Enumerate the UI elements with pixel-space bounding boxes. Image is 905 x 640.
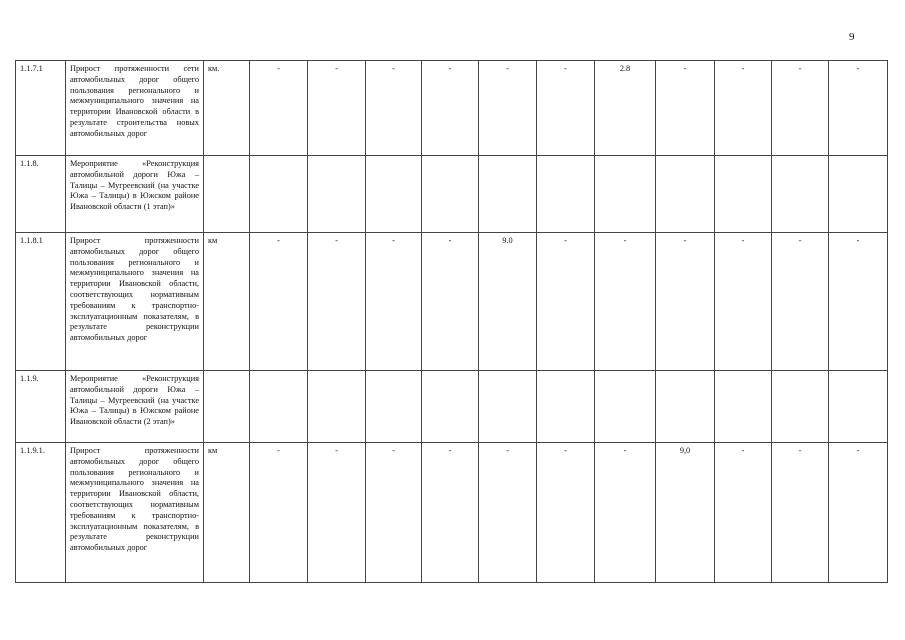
value-cell: - bbox=[829, 233, 888, 371]
table-row bbox=[16, 156, 888, 233]
indicators-table bbox=[15, 60, 888, 583]
value-cell bbox=[422, 156, 479, 233]
value-cell: 9,0 bbox=[656, 443, 715, 583]
value-cell: - bbox=[422, 61, 479, 156]
value-cell: - bbox=[715, 233, 772, 371]
value-cell: - bbox=[308, 443, 366, 583]
value-cell bbox=[715, 156, 772, 233]
value-cell: - bbox=[656, 233, 715, 371]
value-cell: 9.0 bbox=[479, 233, 537, 371]
value-cell: - bbox=[479, 443, 537, 583]
row-description: Прирост протяженности сети автомобильных дорог общего пользования регионального и межмуниципального значения на территории Ивановской области в результате строительства новых автомобильных дорог bbox=[66, 61, 204, 156]
value-cell: - bbox=[537, 61, 595, 156]
value-cell: - bbox=[537, 233, 595, 371]
value-cell bbox=[308, 156, 366, 233]
value-cell bbox=[829, 371, 888, 443]
value-cell: - bbox=[422, 233, 479, 371]
table-row bbox=[16, 443, 888, 583]
value-cell: - bbox=[829, 443, 888, 583]
value-cell bbox=[772, 371, 829, 443]
value-cell: - bbox=[250, 443, 308, 583]
value-cell: - bbox=[829, 61, 888, 156]
value-cell: - bbox=[308, 61, 366, 156]
value-cell: - bbox=[250, 233, 308, 371]
value-cell: 2.8 bbox=[595, 61, 656, 156]
value-cell bbox=[308, 371, 366, 443]
value-cell: - bbox=[366, 61, 422, 156]
value-cell: - bbox=[772, 233, 829, 371]
row-code: 1.1.9.1. bbox=[16, 443, 66, 583]
row-unit: км. bbox=[204, 61, 250, 156]
table-row bbox=[16, 233, 888, 371]
value-cell: - bbox=[422, 443, 479, 583]
table-row bbox=[16, 371, 888, 443]
value-cell bbox=[366, 371, 422, 443]
row-description: Прирост протяженности автомобильных дорог общего пользования регионального и межмуниципального значения на территории Ивановской области, соответствующих нормативным требованиям к транспортно-эксплуатационным показателям, в результате реконструкции автомобильных дорог bbox=[66, 233, 204, 371]
row-description: Прирост протяженности автомобильных дорог общего пользования регионального и межмуниципального значения на территории Ивановской области, соответствующих нормативным требованиям к транспортно-эксплуатационным показателям, в результате реконструкции автомобильных дорог bbox=[66, 443, 204, 583]
row-unit bbox=[204, 156, 250, 233]
value-cell: - bbox=[772, 443, 829, 583]
row-code: 1.1.8. bbox=[16, 156, 66, 233]
value-cell bbox=[422, 371, 479, 443]
value-cell: - bbox=[537, 443, 595, 583]
value-cell bbox=[656, 156, 715, 233]
row-code: 1.1.8.1 bbox=[16, 233, 66, 371]
row-unit: км bbox=[204, 443, 250, 583]
value-cell bbox=[479, 371, 537, 443]
row-description: Мероприятие «Реконструкция автомобильной дороги Южа – Талицы – Мугреевский (на участке Южа – Талицы) в Южском районе Ивановской области (1 этап)» bbox=[66, 156, 204, 233]
row-code: 1.1.7.1 bbox=[16, 61, 66, 156]
value-cell bbox=[479, 156, 537, 233]
value-cell bbox=[772, 156, 829, 233]
page-number: 9 bbox=[849, 31, 855, 43]
row-code: 1.1.9. bbox=[16, 371, 66, 443]
value-cell: - bbox=[772, 61, 829, 156]
value-cell bbox=[595, 156, 656, 233]
value-cell: - bbox=[366, 443, 422, 583]
value-cell: - bbox=[715, 61, 772, 156]
value-cell bbox=[537, 156, 595, 233]
row-unit: км bbox=[204, 233, 250, 371]
table-row bbox=[16, 61, 888, 156]
value-cell bbox=[595, 371, 656, 443]
value-cell: - bbox=[366, 233, 422, 371]
value-cell: - bbox=[656, 61, 715, 156]
row-unit bbox=[204, 371, 250, 443]
value-cell bbox=[537, 371, 595, 443]
value-cell bbox=[715, 371, 772, 443]
row-description: Мероприятие «Реконструкция автомобильной дороги Южа – Талицы – Мугреевский (на участке Южа – Талицы) в Южском районе Ивановской области (2 этап)» bbox=[66, 371, 204, 443]
value-cell bbox=[829, 156, 888, 233]
value-cell: - bbox=[595, 443, 656, 583]
value-cell: - bbox=[595, 233, 656, 371]
value-cell: - bbox=[250, 61, 308, 156]
value-cell bbox=[656, 371, 715, 443]
value-cell bbox=[250, 156, 308, 233]
value-cell: - bbox=[479, 61, 537, 156]
value-cell: - bbox=[308, 233, 366, 371]
value-cell bbox=[250, 371, 308, 443]
value-cell: - bbox=[715, 443, 772, 583]
value-cell bbox=[366, 156, 422, 233]
